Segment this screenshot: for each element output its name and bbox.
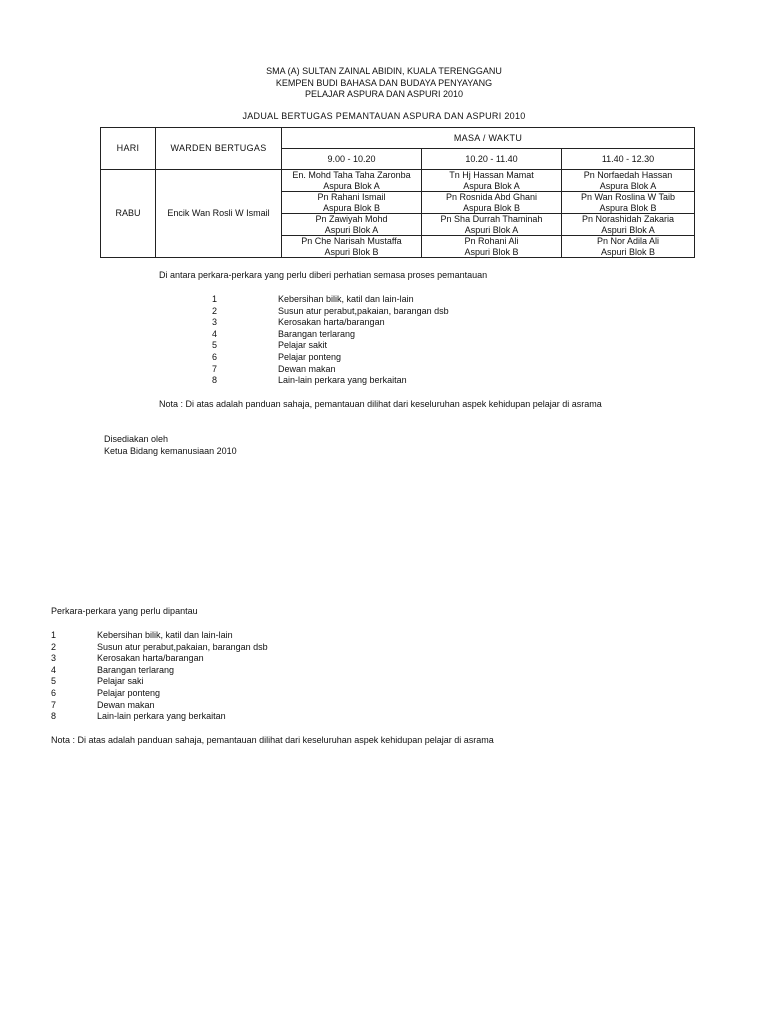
list-item <box>212 340 532 352</box>
item-text: Kebersihan bilik, katil dan lain-lain <box>97 630 233 640</box>
item-text: Barangan terlarang <box>97 664 175 675</box>
item-number: 7 <box>212 363 218 374</box>
masa-header: MASA / WAKTU <box>282 128 695 149</box>
item-number: 6 <box>212 351 218 362</box>
item-text: Lain-lain perkara yang berkaitan <box>97 711 226 722</box>
list-item <box>51 642 371 654</box>
duty-cell <box>282 192 422 214</box>
prepared-by: Disediakan oleh <box>104 434 169 444</box>
duty-cell <box>422 236 562 258</box>
item-number: 6 <box>51 687 57 698</box>
duty-cell <box>422 214 562 236</box>
time-slot: 10.20 - 11.40 <box>422 149 562 170</box>
item-text: Pelajar sakit <box>278 340 328 351</box>
duty-block: Aspuri Blok A <box>601 224 655 235</box>
duty-name: En. Mohd Taha Taha Zaronba <box>292 170 411 180</box>
intro-text: Di antara perkara-perkara yang perlu diberi perhatian semasa proses pemantauan <box>159 270 488 280</box>
item-text: Kerosakan harta/barangan <box>278 317 385 328</box>
list-item <box>51 653 371 665</box>
duty-name: Pn Norashidah Zakaria <box>581 214 675 224</box>
item-text: Dewan makan <box>97 699 155 710</box>
item-number: 8 <box>51 711 57 722</box>
duty-block: Aspuri Blok B <box>324 246 379 257</box>
duty-name: Pn Nor Adila Ali <box>596 236 660 246</box>
nota-text: Nota : Di atas adalah panduan sahaja, pemantauan dilihat dari keseluruhan aspek kehidupan pelajar di asrama <box>159 399 602 409</box>
item-text: Pelajar ponteng <box>278 351 342 362</box>
duty-name: Pn Rohani Ali <box>464 236 519 246</box>
duty-name: Tn Hj Hassan Mamat <box>449 170 534 180</box>
warden-header: WARDEN BERTUGAS <box>156 128 282 170</box>
item-text: Susun atur perabut,pakaian, barangan dsb <box>97 641 268 652</box>
hari-header: HARI <box>101 128 156 170</box>
duty-name: Pn Zawiyah Mohd <box>315 214 388 224</box>
item-text: Dewan makan <box>278 363 336 374</box>
duty-block: Aspuri Blok A <box>464 224 519 235</box>
list-item <box>212 306 532 318</box>
item-number: 7 <box>51 699 57 710</box>
item-text: Susun atur perabut,pakaian, barangan dsb <box>278 305 449 316</box>
duty-block: Aspuri Blok A <box>324 224 379 235</box>
item-number: 5 <box>212 340 218 351</box>
duty-cell <box>562 236 695 258</box>
item-text: Kerosakan harta/barangan <box>97 653 204 664</box>
time-slot: 11.40 - 12.30 <box>562 149 695 170</box>
duty-block: Aspura Blok A <box>323 180 380 191</box>
list-item <box>51 688 371 700</box>
item-text: Pelajar saki <box>97 676 144 687</box>
table-row <box>101 170 695 192</box>
prepared-role: Ketua Bidang kemanusiaan 2010 <box>104 446 237 456</box>
table-header-row <box>101 128 695 149</box>
duty-cell <box>562 214 695 236</box>
duty-cell <box>562 192 695 214</box>
list-item <box>51 665 371 677</box>
list-item <box>212 329 532 341</box>
checklist <box>212 294 532 387</box>
duty-name: Pn Norfaedah Hassan <box>583 170 673 180</box>
item-text: Kebersihan bilik, katil dan lain-lain <box>278 294 414 304</box>
duty-cell <box>422 170 562 192</box>
second-title: Perkara-perkara yang perlu dipantau <box>51 606 198 616</box>
school-name: SMA (A) SULTAN ZAINAL ABIDIN, KUALA TERENGGANU <box>266 66 502 76</box>
item-number: 4 <box>51 664 57 675</box>
duty-name: Pn Rahani Ismail <box>317 192 386 202</box>
duty-cell <box>282 214 422 236</box>
item-number: 4 <box>212 328 218 339</box>
duty-cell <box>562 170 695 192</box>
list-item <box>212 364 532 376</box>
duty-cell <box>422 192 562 214</box>
duty-name: Pn Rosnida Abd Ghani <box>445 192 538 202</box>
duty-block: Aspuri Blok B <box>464 246 519 257</box>
item-number: 2 <box>51 641 57 652</box>
list-item <box>51 630 371 642</box>
list-item <box>212 317 532 329</box>
item-text: Lain-lain perkara yang berkaitan <box>278 375 407 386</box>
duty-block: Aspura Blok B <box>599 202 657 213</box>
duty-block: Aspura Blok B <box>322 202 381 213</box>
duty-block: Aspuri Blok B <box>600 246 656 257</box>
list-item <box>51 676 371 688</box>
duty-name: Pn Wan Roslina W Taib <box>580 192 676 202</box>
item-number: 3 <box>51 653 57 664</box>
document-header <box>0 66 768 101</box>
list-item <box>212 375 532 387</box>
time-slot: 9.00 - 10.20 <box>282 149 422 170</box>
item-number: 5 <box>51 676 57 687</box>
item-number: 8 <box>212 375 218 386</box>
duty-name: Pn Sha Durrah Thaminah <box>440 214 543 224</box>
duty-block: Aspura Blok B <box>462 202 521 213</box>
list-item <box>212 352 532 364</box>
duty-name: Pn Che Narisah Mustaffa <box>301 236 402 246</box>
item-number: 1 <box>51 630 57 640</box>
item-text: Barangan terlarang <box>278 328 356 339</box>
warden-cell: Encik Wan Rosli W Ismail <box>156 170 282 258</box>
item-number: 3 <box>212 317 218 328</box>
duty-block: Aspura Blok A <box>599 180 657 191</box>
campaign-name: KEMPEN BUDI BAHASA DAN BUDAYA PENYAYANG <box>275 77 493 88</box>
schedule-table <box>100 127 695 258</box>
list-item <box>51 711 371 723</box>
schedule-title: JADUAL BERTUGAS PEMANTAUAN ASPURA DAN ASPURI 2010 <box>242 111 526 121</box>
item-number: 1 <box>212 294 218 304</box>
day-cell: RABU <box>101 170 156 258</box>
list-item <box>212 294 532 306</box>
item-number: 2 <box>212 305 218 316</box>
nota-text-2: Nota : Di atas adalah panduan sahaja, pemantauan dilihat dari keseluruhan aspek kehidupan pelajar di asrama <box>51 735 494 745</box>
item-text: Pelajar ponteng <box>97 687 161 698</box>
duty-cell <box>282 170 422 192</box>
duty-block: Aspura Blok A <box>463 180 520 191</box>
checklist-2 <box>51 630 371 723</box>
list-item <box>51 700 371 712</box>
student-group: PELAJAR ASPURA DAN ASPURI 2010 <box>304 89 464 99</box>
duty-cell <box>282 236 422 258</box>
